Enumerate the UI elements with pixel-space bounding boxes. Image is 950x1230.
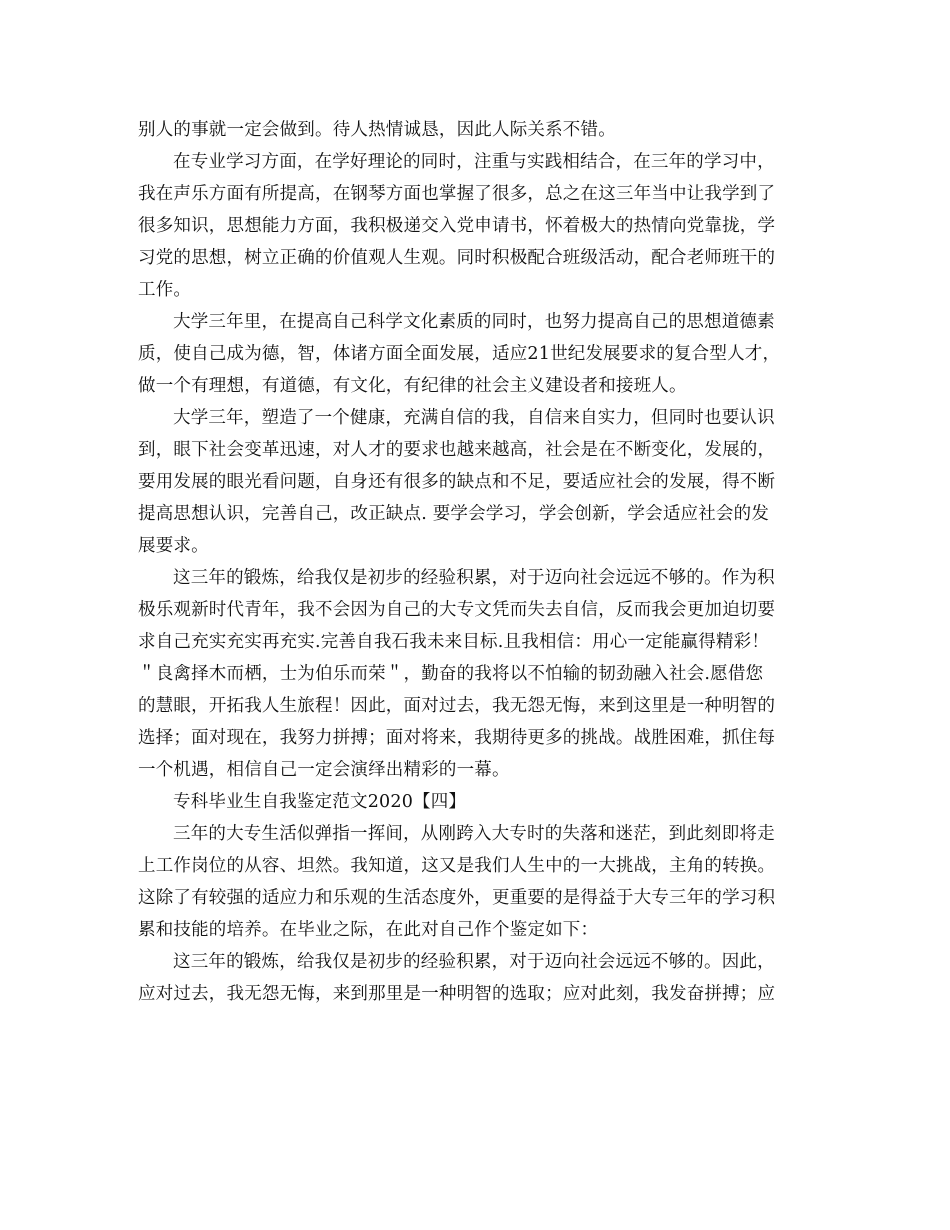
text-line: ＂良禽择木而栖，士为伯乐而荣＂，勤奋的我将以不怕输的韧劲融入社会.愿借您 [138,664,764,684]
text-line: 应对过去，我无怨无悔，来到那里是一种明智的选取；应对此刻，我发奋拼搏；应 [138,984,776,1004]
text-line: 做一个有理想，有道德，有文化，有纪律的社会主义建设者和接班人。 [138,376,687,396]
text-line: 我在声乐方面有所提高，在钢琴方面也掌握了很多，总之在这三年当中让我学到了 [138,184,776,204]
text-line: 工作。 [138,280,192,300]
text-line: 求自己充实充实再充实.完善自我石我未来目标.且我相信：用心一定能赢得精彩！ [138,632,770,652]
text-line: 到，眼下社会变革迅速，对人才的要求也越来越高，社会是在不断变化，发展的， [138,440,776,460]
text-line: 极乐观新时代青年，我不会因为自己的大专文凭而失去自信，反而我会更加迫切要 [138,600,776,620]
section-heading: 专科毕业生自我鉴定范文2020【四】 [173,792,467,812]
document-body [138,114,818,1010]
text-line: 展要求。 [138,536,209,556]
text-line: 质，使自己成为德，智，体诸方面全面发展，适应21世纪发展要求的复合型人才， [138,344,781,364]
text-line: 大学三年，塑造了一个健康，充满自信的我，自信来自实力，但同时也要认识 [173,408,775,428]
text-line: 这三年的锻炼，给我仅是初步的经验积累，对于迈向社会远远不够的。作为积 [173,568,775,588]
text-line: 大学三年里，在提高自己科学文化素质的同时，也努力提高自己的思想道德素 [173,312,775,332]
text-line: 上工作岗位的从容、坦然。我知道，这又是我们人生中的一大挑战，主角的转换。 [138,856,776,876]
text-line: 别人的事就一定会做到。待人热情诚恳，因此人际关系不错。 [138,120,616,140]
text-line: 在专业学习方面，在学好理论的同时，注重与实践相结合，在三年的学习中， [173,152,775,172]
text-line: 这除了有较强的适应力和乐观的生活态度外，更重要的是得益于大专三年的学习积 [138,888,776,908]
text-line: 三年的大专生活似弹指一挥间，从刚跨入大专时的失落和迷茫，到此刻即将走 [173,824,775,844]
text-line: 选择；面对现在，我努力拼搏；面对将来，我期待更多的挑战。战胜困难，抓住每 [138,728,776,748]
text-line: 一个机遇，相信自己一定会演绎出精彩的一幕。 [138,760,510,780]
text-line: 习党的思想，树立正确的价值观人生观。同时积极配合班级活动，配合老师班干的 [138,248,776,268]
text-line: 累和技能的培养。在毕业之际，在此对自己作个鉴定如下： [138,920,599,940]
text-line: 提高思想认识，完善自己，改正缺点. 要学会学习，学会创新，学会适应社会的发 [138,504,770,524]
text-line: 的慧眼，开拓我人生旅程！因此，面对过去，我无怨无悔，来到这里是一种明智的 [138,696,776,716]
text-line: 这三年的锻炼，给我仅是初步的经验积累，对于迈向社会远远不够的。因此， [173,952,775,972]
text-line: 很多知识，思想能力方面，我积极递交入党申请书，怀着极大的热情向党靠拢，学 [138,216,776,236]
text-line: 要用发展的眼光看问题，自身还有很多的缺点和不足，要适应社会的发展，得不断 [138,472,776,492]
